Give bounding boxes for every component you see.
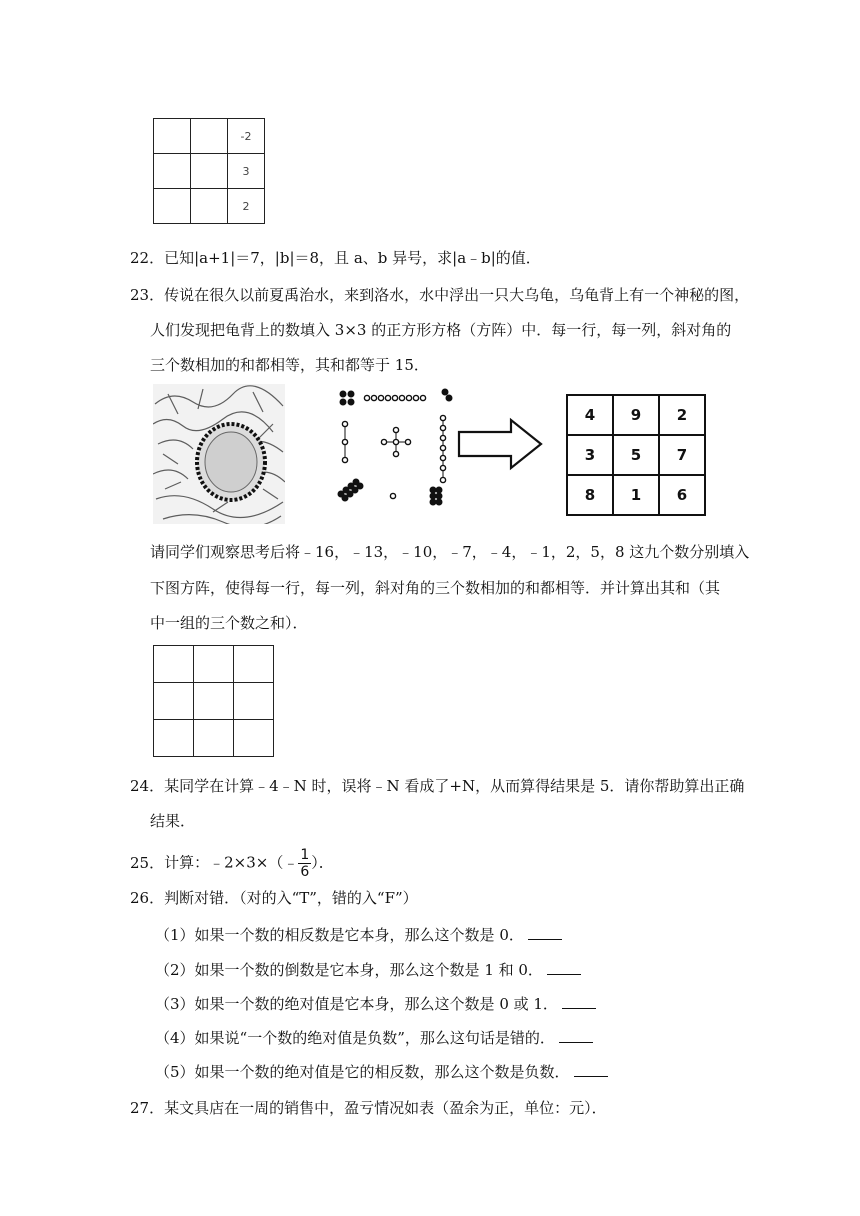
grid-row — [567, 475, 705, 515]
fraction — [298, 847, 311, 880]
judge-item-text: （1）如果一个数的相反数是它本身，那么这个数是 0． — [155, 926, 524, 944]
question-number: 22． — [130, 249, 165, 267]
grid-row — [567, 395, 705, 435]
grid-row — [154, 720, 274, 757]
grid-cell — [154, 646, 194, 683]
question-27 — [130, 1098, 607, 1118]
grid-cell — [154, 119, 191, 154]
question-text-suffix: ）． — [311, 853, 334, 872]
answer-blank[interactable] — [528, 925, 562, 940]
question-22 — [130, 248, 541, 268]
question-text: 传说在很久以前夏禹治水，来到洛水，水中浮出一只大乌龟，乌龟背上有一个神秘的图， — [164, 286, 750, 304]
empty-grid — [153, 645, 274, 757]
answer-blank[interactable] — [574, 1062, 608, 1077]
grid-cell: 7 — [659, 435, 705, 475]
grid-cell: 8 — [567, 475, 613, 515]
judge-item-2 — [155, 960, 581, 980]
grid-cell — [234, 720, 274, 757]
grid-cell: 9 — [613, 395, 659, 435]
answer-blank[interactable] — [562, 994, 596, 1009]
grid-cell: 3 — [228, 154, 265, 189]
grid-cell — [194, 646, 234, 683]
grid-row — [154, 646, 274, 683]
question-23-line-5: 下图方阵，使得每一行，每一列，斜对角的三个数相加的和都相等．并计算出其和（其 — [150, 579, 721, 597]
question-number: 24． — [130, 777, 165, 795]
grid-cell — [194, 720, 234, 757]
grid-cell: 2 — [228, 189, 265, 224]
grid-row — [154, 154, 265, 189]
grid-row — [154, 683, 274, 720]
magic-square — [566, 394, 706, 516]
judge-item-4 — [155, 1028, 593, 1048]
question-number: 27． — [130, 1099, 165, 1117]
grid-cell: 4 — [567, 395, 613, 435]
question-text: 某同学在计算﹣4﹣N 时，误将﹣N 看成了+N，从而算得结果是 5．请你帮助算出正确 — [164, 777, 745, 795]
grid-cell — [154, 154, 191, 189]
grid-cell — [194, 683, 234, 720]
answer-blank[interactable] — [559, 1028, 593, 1043]
question-24-line-1 — [130, 776, 744, 796]
grid-cell — [191, 119, 228, 154]
grid-row — [154, 119, 265, 154]
question-number: 25． — [130, 853, 165, 872]
answer-blank[interactable] — [547, 960, 581, 975]
question-25 — [130, 847, 334, 880]
grid-cell — [234, 646, 274, 683]
grid-cell: 3 — [567, 435, 613, 475]
grid-row — [567, 435, 705, 475]
grid-cell — [154, 683, 194, 720]
question-24-line-2: 结果． — [150, 812, 196, 830]
fraction-denominator: 6 — [300, 864, 310, 880]
arrow-right-icon — [457, 416, 545, 472]
grid-cell: 6 — [659, 475, 705, 515]
question-23-line-4: 请同学们观察思考后将﹣16，﹣13，﹣10，﹣7，﹣4，﹣1，2，5，8 这九个数分别填入 — [150, 543, 750, 561]
grid-cell — [154, 189, 191, 224]
grid-row — [154, 189, 265, 224]
question-text: 计算：﹣2×3×（﹣ — [164, 853, 299, 872]
grid-cell: 5 — [613, 435, 659, 475]
judge-item-text: （4）如果说“一个数的绝对值是负数”，那么这句话是错的． — [155, 1029, 555, 1047]
grid-cell — [234, 683, 274, 720]
fraction-numerator: 1 — [300, 847, 310, 863]
judge-item-text: （5）如果一个数的绝对值是它的相反数，那么这个数是负数． — [155, 1063, 570, 1081]
judge-item-3 — [155, 994, 596, 1014]
question-23-line-6: 中一组的三个数之和）． — [150, 614, 308, 632]
judge-item-text: （2）如果一个数的倒数是它本身，那么这个数是 1 和 0． — [155, 961, 543, 979]
judge-item-5 — [155, 1062, 608, 1082]
judge-item-1 — [155, 925, 562, 945]
question-text: 某文具店在一周的销售中，盈亏情况如表（盈余为正，单位：元）． — [164, 1099, 607, 1117]
question-text: 已知|a+1|＝7，|b|＝8，且 a、b 异号，求|a﹣b|的值． — [164, 249, 541, 267]
grid-cell — [191, 154, 228, 189]
grid-cell — [191, 189, 228, 224]
partial-grid — [153, 118, 265, 224]
judge-item-text: （3）如果一个数的绝对值是它本身，那么这个数是 0 或 1． — [155, 995, 558, 1013]
luoshu-dot-diagram — [333, 386, 465, 506]
grid-cell — [154, 720, 194, 757]
question-text: 判断对错．（对的入“T”，错的入“F”） — [164, 889, 418, 907]
question-26 — [130, 888, 418, 908]
grid-cell: 2 — [659, 395, 705, 435]
grid-cell: -2 — [228, 119, 265, 154]
question-number: 26． — [130, 889, 165, 907]
question-23-line-3: 三个数相加的和都相等，其和都等于 15． — [150, 356, 429, 374]
question-23-line-1 — [130, 285, 749, 305]
question-number: 23． — [130, 286, 165, 304]
question-23-line-2: 人们发现把龟背上的数填入 3×3 的正方形方格（方阵）中．每一行，每一列，斜对角的 — [150, 321, 732, 339]
turtle-shell-image — [153, 384, 285, 524]
grid-cell: 1 — [613, 475, 659, 515]
